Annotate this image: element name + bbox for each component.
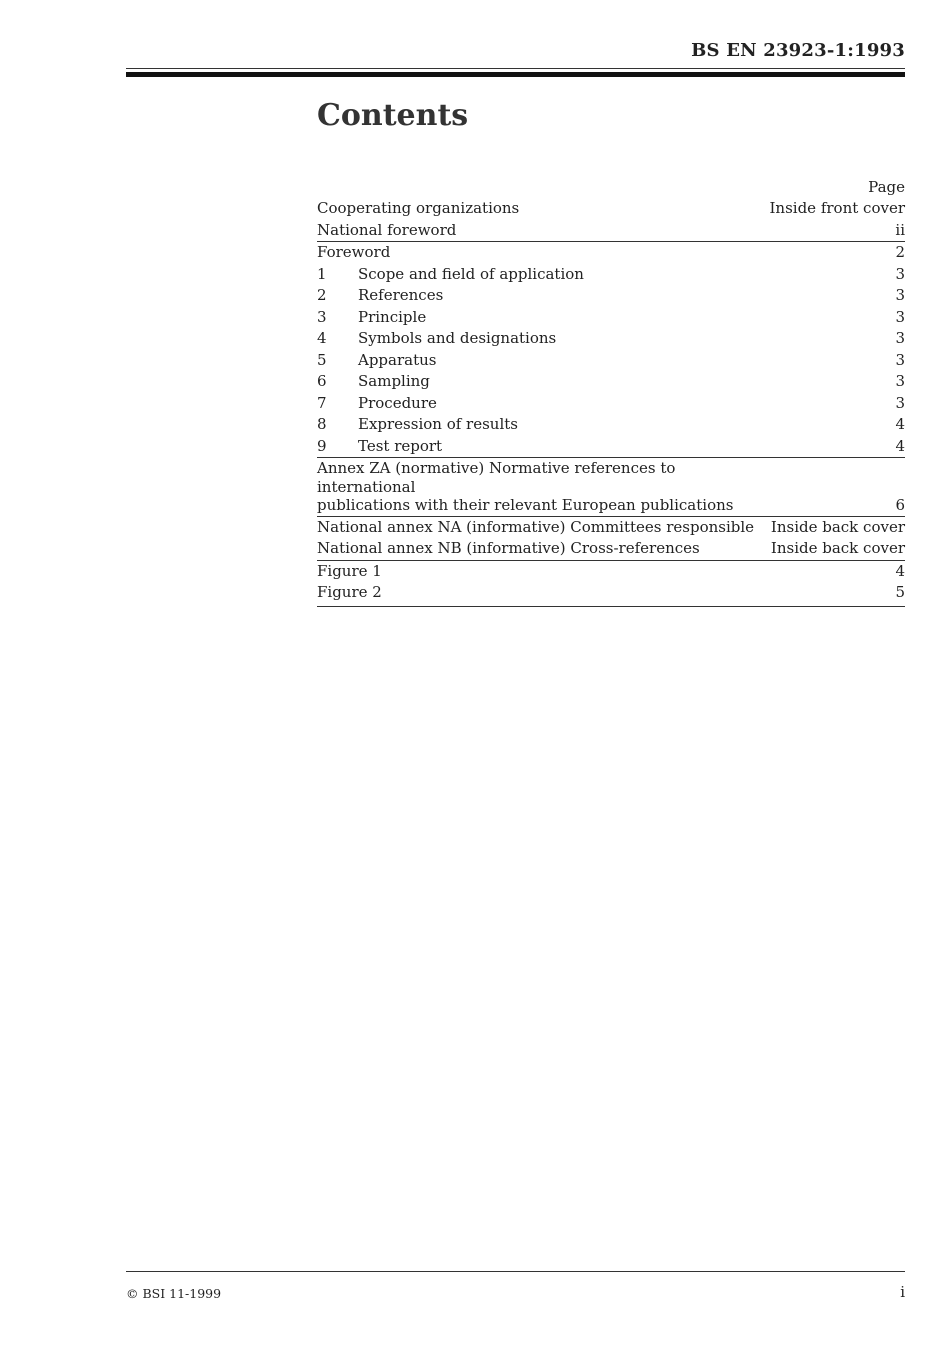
toc-entry-label: Test report xyxy=(358,436,443,455)
page-title: Contents xyxy=(317,98,469,133)
clause-number: 3 xyxy=(317,307,327,326)
toc-entry-page: 2 xyxy=(895,243,905,261)
toc-entry-page: 3 xyxy=(895,350,905,369)
copyright-notice: © BSI 11-1999 xyxy=(126,1286,222,1301)
toc-entry[interactable] xyxy=(317,220,905,242)
document-id: BS EN 23923-1:1993 xyxy=(691,40,905,61)
toc-entry-label: Symbols and designations xyxy=(358,329,557,347)
toc-entry-label: Cooperating organizations xyxy=(317,199,520,217)
toc-entry-page: 3 xyxy=(895,307,905,326)
clause-number: 4 xyxy=(317,329,327,347)
toc-entry[interactable] xyxy=(317,264,905,286)
toc-entry-label: Expression of results xyxy=(358,415,518,433)
toc-entry-label: Figure 2 xyxy=(317,583,382,601)
page-column-heading: Page xyxy=(868,178,905,196)
clause-number: 1 xyxy=(317,264,327,283)
toc-entry-page: ii xyxy=(895,220,905,239)
toc-entry[interactable] xyxy=(317,393,905,415)
toc-entry-annex-za[interactable] xyxy=(317,458,905,516)
toc-entry[interactable] xyxy=(317,328,905,350)
toc-entry[interactable] xyxy=(317,242,905,264)
toc-entry-page: Inside back cover xyxy=(770,539,905,557)
toc-entry-label xyxy=(317,458,777,515)
toc-entry-label: Principle xyxy=(358,307,427,326)
toc-entry-label: Procedure xyxy=(358,393,437,412)
toc-entry-page: 4 xyxy=(895,415,905,433)
toc-entry-page: 4 xyxy=(895,436,905,455)
clause-number: 9 xyxy=(317,436,327,455)
clause-number: 2 xyxy=(317,286,327,304)
toc-entry-label: References xyxy=(358,286,444,304)
toc-entry-label: Apparatus xyxy=(358,350,437,369)
toc-entry-page: 3 xyxy=(895,286,905,304)
annex-za-line-1: Annex ZA (normative) Normative references to international xyxy=(317,459,676,496)
toc-entry[interactable] xyxy=(317,198,905,220)
toc-entry[interactable] xyxy=(317,414,905,436)
clause-number: 7 xyxy=(317,393,327,412)
toc-entry-label: Foreword xyxy=(317,243,391,261)
toc-entry-label: National annex NB (informative) Cross-references xyxy=(317,539,700,557)
toc-entry[interactable] xyxy=(317,517,905,539)
clause-number: 6 xyxy=(317,372,327,390)
toc-entry[interactable] xyxy=(317,371,905,393)
toc-entry-page: 3 xyxy=(895,329,905,347)
clause-number: 5 xyxy=(317,350,327,369)
toc-bottom-rule xyxy=(317,606,905,607)
toc-entry-label: Sampling xyxy=(358,372,430,390)
toc-entry[interactable] xyxy=(317,582,905,604)
toc-entry[interactable] xyxy=(317,350,905,372)
table-of-contents xyxy=(317,177,905,607)
toc-entry-page: 4 xyxy=(895,561,905,580)
page-number: i xyxy=(900,1283,905,1301)
toc-entry[interactable] xyxy=(317,561,905,583)
header-rule-thin xyxy=(126,68,905,69)
toc-entry-page: 3 xyxy=(895,264,905,283)
toc-entry-page: 5 xyxy=(895,583,905,601)
footer-rule xyxy=(126,1271,905,1272)
header-rule-thick xyxy=(126,72,905,77)
toc-entry-label: National annex NA (informative) Committees responsible xyxy=(317,517,755,536)
clause-number: 8 xyxy=(317,415,327,433)
toc-entry-label: Scope and field of application xyxy=(358,264,584,283)
toc-entry-label: National foreword xyxy=(317,220,457,239)
toc-entry-page: Inside front cover xyxy=(769,199,905,217)
annex-za-line-2: publications with their relevant European publications xyxy=(317,496,734,514)
toc-entry[interactable] xyxy=(317,307,905,329)
toc-entry[interactable] xyxy=(317,436,905,458)
toc-entry-page: 6 xyxy=(895,496,905,514)
toc-entry-page: 3 xyxy=(895,393,905,412)
toc-entry[interactable] xyxy=(317,538,905,560)
toc-entry-page: Inside back cover xyxy=(770,517,905,536)
toc-entry[interactable] xyxy=(317,285,905,307)
toc-entry-page: 3 xyxy=(895,372,905,390)
toc-entry-label: Figure 1 xyxy=(317,561,382,580)
